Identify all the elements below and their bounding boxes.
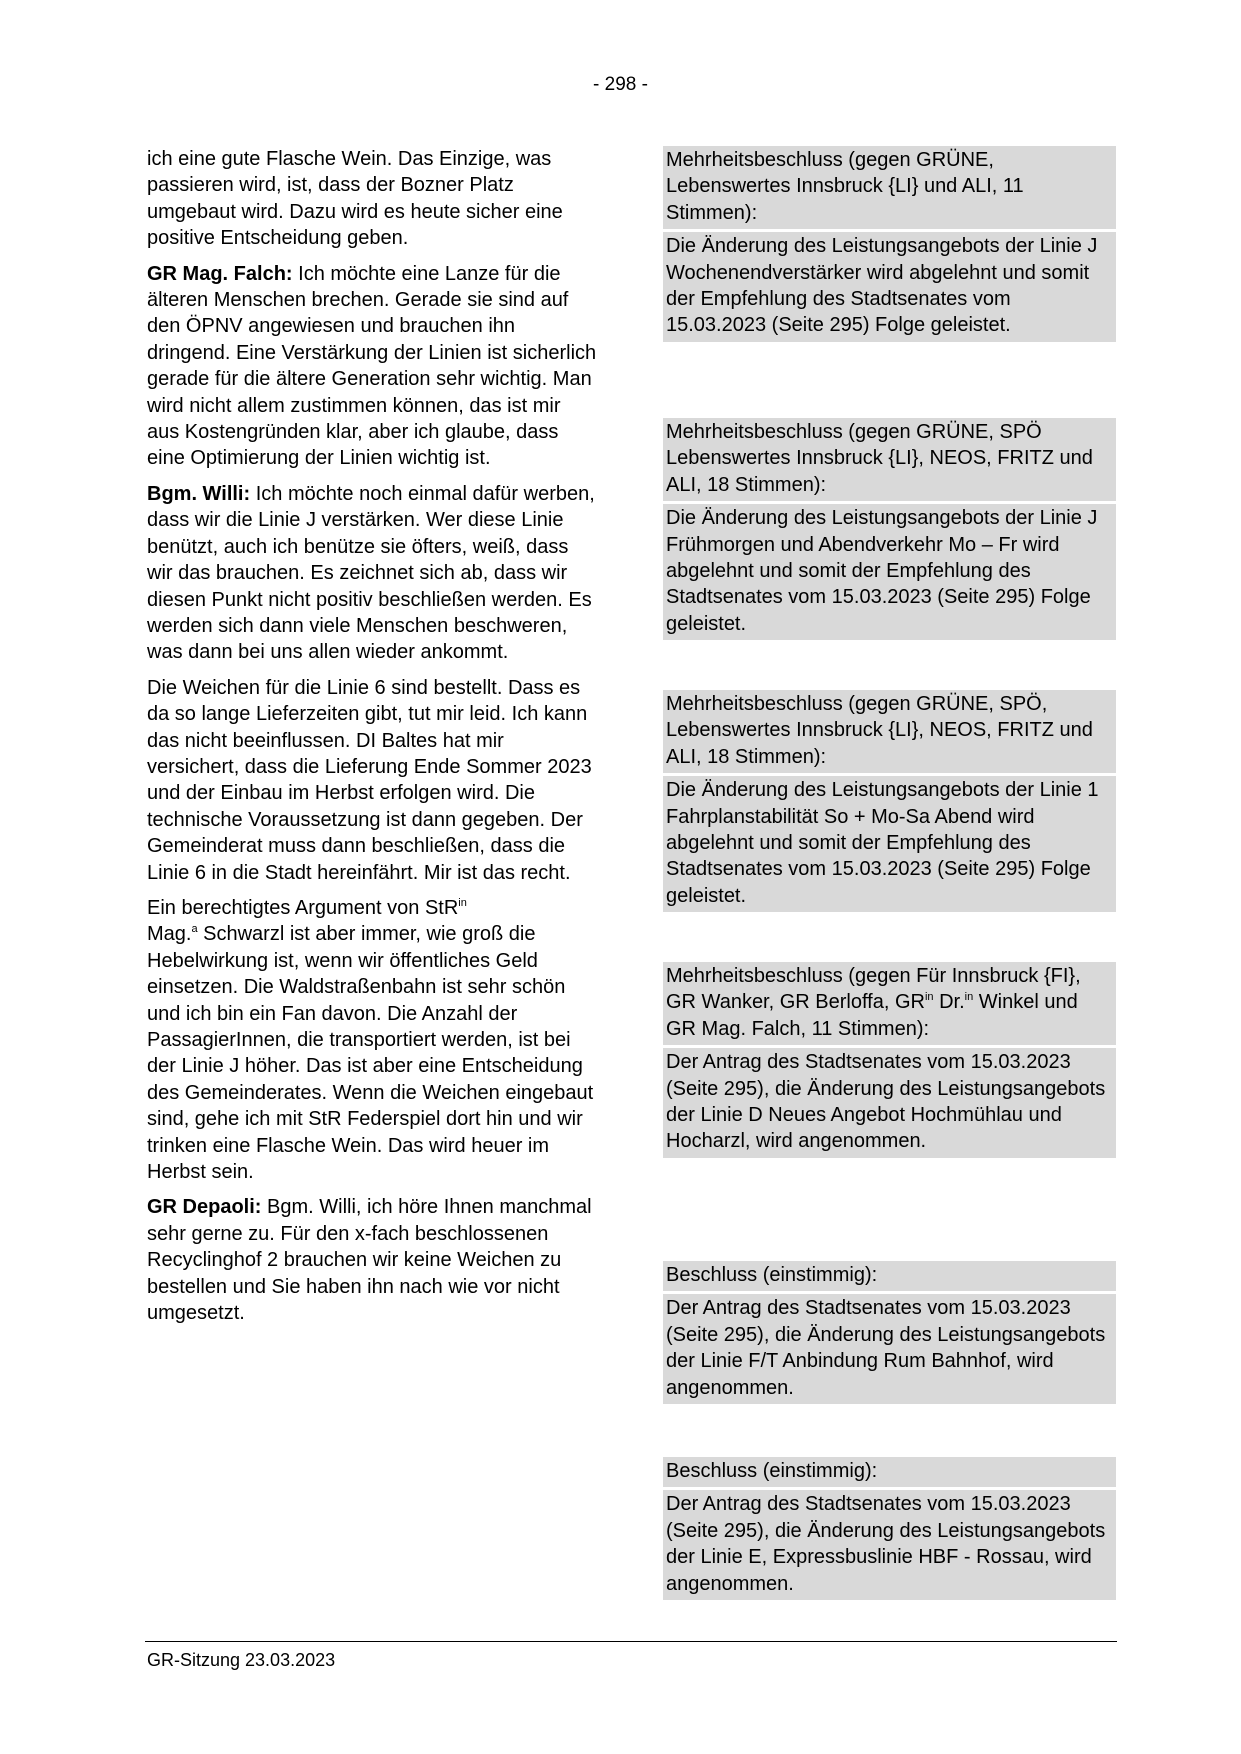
speaker-name: GR Mag. Falch: <box>147 262 293 285</box>
header-text: Winkel und GR Mag. Falch, 11 Stimmen): <box>666 991 1078 1040</box>
header-text: Dr. <box>933 991 965 1014</box>
resolution-body: Der Antrag des Stadtsenates vom 15.03.2023 (Seite 295), die Änderung des Leistungsangebots der Linie F/T Anbindung Rum Bahnhof, wird angenommen. <box>663 1294 1116 1404</box>
resolution-block <box>663 146 1116 342</box>
resolution-block <box>663 1457 1116 1600</box>
resolution-header <box>663 962 1116 1045</box>
speaker-name: GR Depaoli: <box>147 1196 262 1219</box>
paragraph <box>147 146 597 252</box>
resolution-body: Die Änderung des Leistungsangebots der Linie J Frühmorgen und Abendverkehr Mo – Fr wird abgelehnt und somit der Empfehlung des Stadtsenates vom 15.03.2023 (Seite 295) Folge geleistet. <box>663 504 1116 640</box>
paragraph-text: Bgm. Willi, ich höre Ihnen manchmal sehr gerne zu. Für den x-fach beschlossenen Recyclinghof 2 brauchen wir keine Weichen zu bestellen und Sie haben ihn nach wie vor nicht umgesetzt. <box>147 1196 592 1325</box>
superscript: in <box>964 991 974 1004</box>
paragraph <box>147 1194 597 1326</box>
resolution-block <box>663 1261 1116 1404</box>
paragraph <box>147 895 597 1185</box>
resolution-body: Die Änderung des Leistungsangebots der Linie J Wochenendverstärker wird abgelehnt und somit der Empfehlung des Stadtsenates vom 15.03.2023 (Seite 295) Folge geleistet. <box>663 232 1116 342</box>
superscript: a <box>191 923 198 936</box>
resolution-header: Beschluss (einstimmig): <box>663 1457 1116 1487</box>
resolution-block <box>663 418 1116 640</box>
paragraph-text: Ich möchte noch einmal dafür werben, dass wir die Linie J verstärken. Wer diese Linie benützt, auch ich benütze sie öfters, weiß, dass wir das brauchen. Es zeichnet sich ab, dass wir diesen Punkt nicht positiv beschließen werden. Es werden sich dann viele Menschen beschweren, was dann bei uns allen wieder ankommt. <box>147 482 595 664</box>
paragraph-text: Ich möchte eine Lanze für die älteren Menschen brechen. Gerade sie sind auf den ÖPNV angewiesen und brauchen ihn dringend. Eine Verstärkung der Linien ist sicherlich gerade für die ältere Generation sehr wichtig. Man wird nicht allem zustimmen können, das ist mir aus Kostengründen klar, aber ich glaube, dass eine Optimierung der Linien wichtig ist. <box>147 262 597 470</box>
paragraph <box>147 481 597 666</box>
superscript: in <box>924 991 934 1004</box>
left-column <box>147 146 597 1335</box>
resolution-body: Der Antrag des Stadtsenates vom 15.03.2023 (Seite 295), die Änderung des Leistungsangebots der Linie E, Expressbuslinie HBF - Rossau, wird angenommen. <box>663 1490 1116 1600</box>
superscript: in <box>458 896 467 909</box>
resolution-body: Der Antrag des Stadtsenates vom 15.03.2023 (Seite 295), die Änderung des Leistungsangebots der Linie D Neues Angebot Hochmühlau und Hocharzl, wird angenommen. <box>663 1048 1116 1158</box>
paragraph-text: ich eine gute Flasche Wein. Das Einzige, was passieren wird, ist, dass der Bozner Platz umgebaut wird. Dazu wird es heute sicher eine positive Entscheidung geben. <box>147 148 563 250</box>
resolution-header: Mehrheitsbeschluss (gegen GRÜNE, SPÖ Lebenswertes Innsbruck {LI}, NEOS, FRITZ und ALI, 18 Stimmen): <box>663 418 1116 501</box>
resolution-body: Die Änderung des Leistungsangebots der Linie 1 Fahrplanstabilität So + Mo-Sa Abend wird abgelehnt und somit der Empfehlung des Stadtsenates vom 15.03.2023 (Seite 295) Folge geleistet. <box>663 776 1116 912</box>
footer-divider <box>145 1641 1117 1642</box>
paragraph-text: Schwarzl ist aber immer, wie groß die Hebelwirkung ist, wenn wir öffentliches Geld einsetzen. Die Waldstraßenbahn ist sehr schön und ich bin ein Fan davon. Die Anzahl der PassagierInnen, die transportiert werden, ist bei der Linie J höher. Das ist aber eine Entscheidung des Gemeinderates. Wenn die Weichen eingebaut sind, gehe ich mit StR Federspiel dort hin und wir trinken eine Flasche Wein. Das wird heuer im Herbst sein. <box>147 923 594 1184</box>
resolution-block <box>663 962 1116 1158</box>
resolution-header: Mehrheitsbeschluss (gegen GRÜNE, Lebenswertes Innsbruck {LI} und ALI, 11 Stimmen): <box>663 146 1116 229</box>
paragraph-text: Die Weichen für die Linie 6 sind bestellt. Dass es da so lange Lieferzeiten gibt, tut mir leid. Ich kann das nicht beeinflussen. DI Baltes hat mir versichert, dass die Lieferung Ende Sommer 2023 und der Einbau im Herbst erfolgen wird. Die technische Voraussetzung ist dann gegeben. Der Gemeinderat muss dann beschließen, dass die Linie 6 in die Stadt hereinfährt. Mir ist das recht. <box>147 676 592 884</box>
resolution-block <box>663 690 1116 912</box>
page-number: - 298 - <box>593 74 648 95</box>
paragraph-text: Mag. <box>147 923 192 946</box>
paragraph <box>147 675 597 886</box>
resolution-header: Beschluss (einstimmig): <box>663 1261 1116 1291</box>
paragraph-text: Ein berechtigtes Argument von StR <box>147 896 459 919</box>
footer-text: GR-Sitzung 23.03.2023 <box>147 1650 336 1670</box>
header-text: Mehrheitsbeschluss (gegen Für Innsbruck {FI}, GR Wanker, GR Berloffa, GR <box>666 965 1081 1014</box>
paragraph <box>147 261 597 472</box>
resolution-header: Mehrheitsbeschluss (gegen GRÜNE, SPÖ, Lebenswertes Innsbruck {LI}, NEOS, FRITZ und ALI, 18 Stimmen): <box>663 690 1116 773</box>
speaker-name: Bgm. Willi: <box>147 482 251 505</box>
